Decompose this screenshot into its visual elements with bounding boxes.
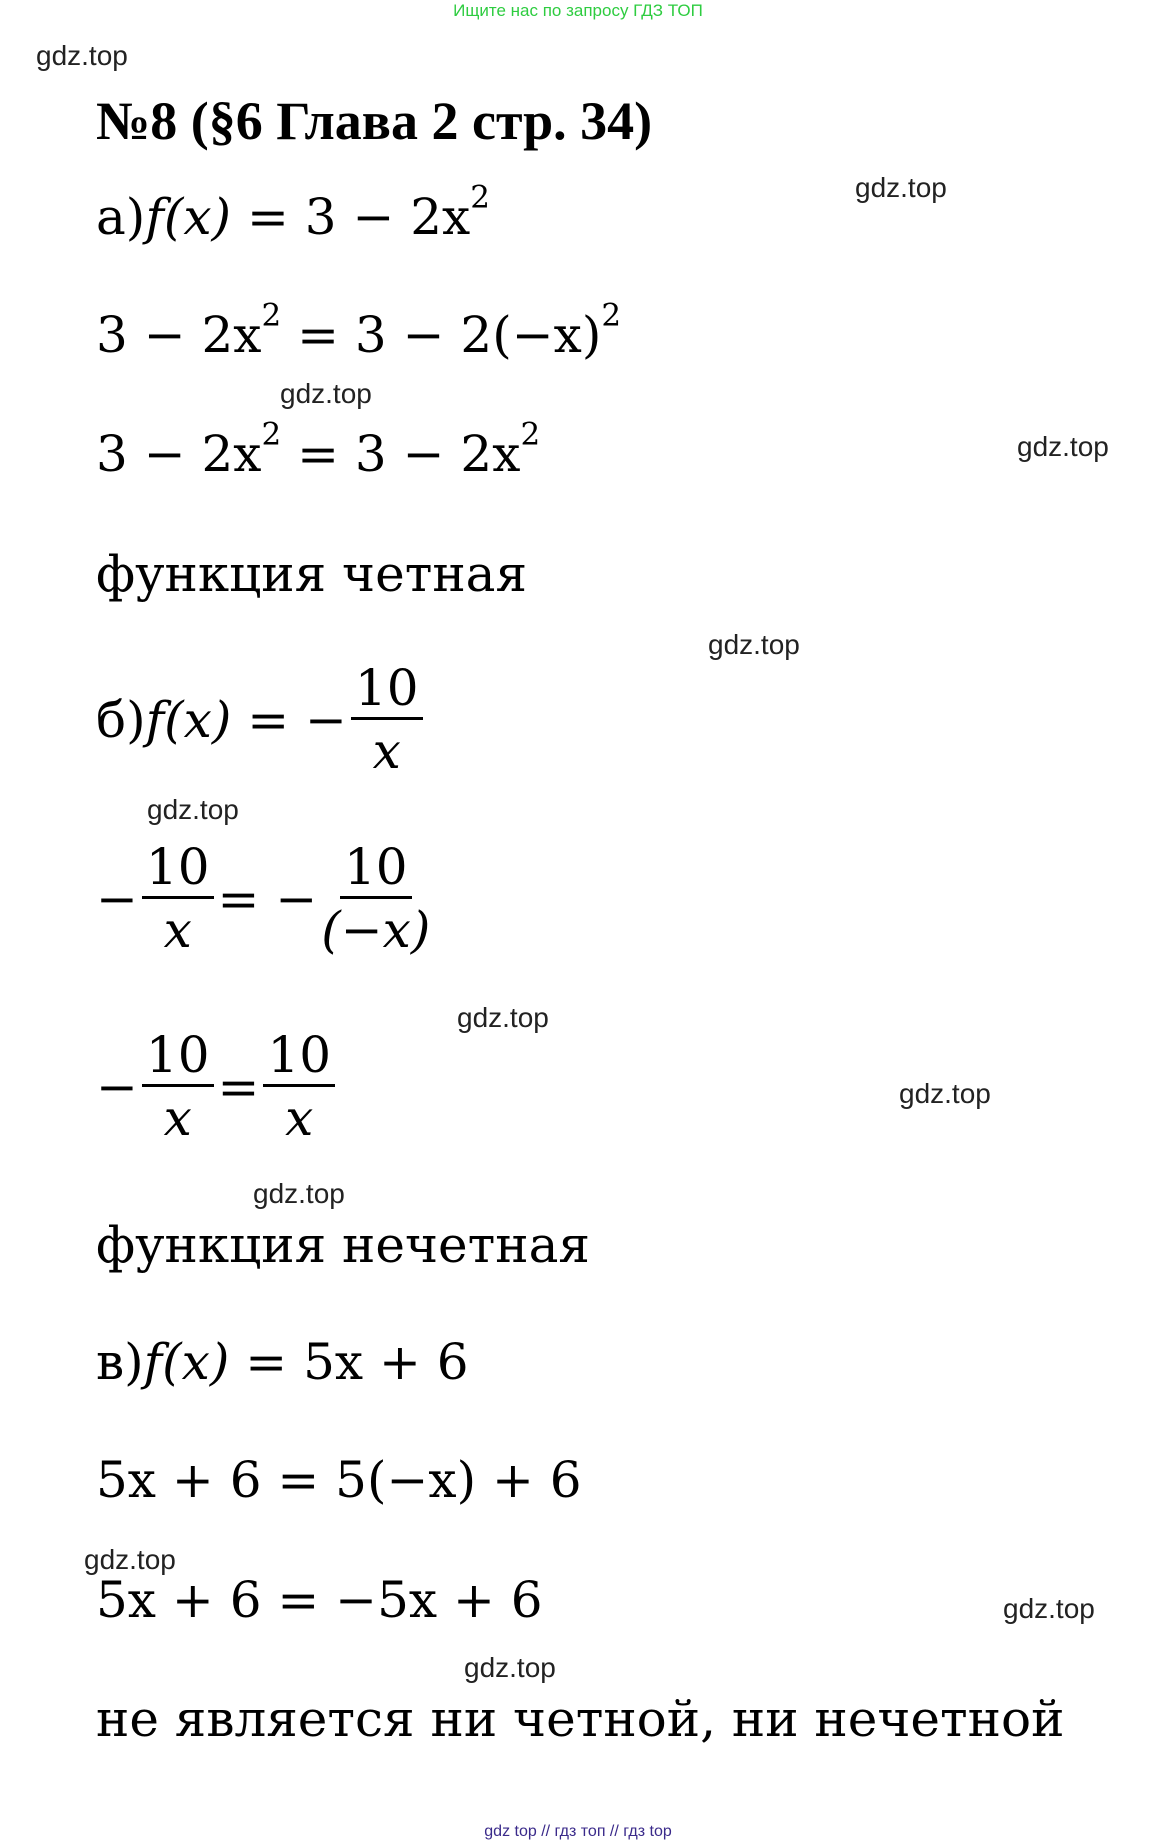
fraction: $\frac{10}{x}$ (142, 1030, 214, 1143)
watermark: gdz.top (855, 172, 947, 203)
fraction: $\frac{10}{x}$ (351, 663, 423, 776)
fraction: $\frac{10}{x}$ (142, 842, 214, 955)
watermark: gdz.top (708, 629, 800, 660)
part-b-step1: − $\frac{10}{x}$ = − $\frac{10}{(-x)}$ (96, 838, 431, 959)
part-c-conclusion: не является ни четной, ни нечетной (96, 1690, 1065, 1748)
part-c-step1: 5x + 6 = 5(−x) + 6 (96, 1451, 582, 1509)
watermark: gdz.top (1017, 431, 1109, 462)
part-c-step2: 5x + 6 = −5x + 6 (96, 1571, 543, 1629)
watermark: gdz.top (280, 378, 372, 409)
part-b-conclusion: функция нечетная (96, 1216, 590, 1274)
part-b-definition: б) f(x) = − $\frac{10}{x}$ (96, 663, 427, 776)
page-title: №8 (§6 Глава 2 стр. 34) (96, 91, 653, 151)
watermark: gdz.top (36, 40, 128, 71)
part-a-conclusion: функция четная (96, 545, 528, 603)
watermark: gdz.top (253, 1178, 345, 1209)
watermark: gdz.top (464, 1652, 556, 1683)
watermark: gdz.top (1003, 1593, 1095, 1624)
part-a-step1: $3 - 2x^2 = 3 - 2(-x)^2$ (96, 297, 622, 364)
footer-links[interactable]: gdz top // гдз топ // гдз top (484, 1823, 672, 1840)
part-a-definition: $а)f(x) = 3 - 2x^2$ (96, 179, 490, 246)
search-banner[interactable]: Ищите нас по запросу ГДЗ ТОП (453, 1, 703, 20)
watermark: gdz.top (147, 794, 239, 825)
fraction: $\frac{10}{x}$ (263, 1030, 335, 1143)
watermark: gdz.top (457, 1002, 549, 1033)
watermark: gdz.top (899, 1078, 991, 1109)
fraction: $\frac{10}{(-x)}$ (321, 838, 431, 959)
part-a-step2: $3 - 2x^2 = 3 - 2x^2$ (96, 416, 541, 483)
part-c-definition: в)f(x) = 5x + 6 (96, 1333, 469, 1391)
watermark: gdz.top (84, 1544, 176, 1575)
part-b-step2: − $\frac{10}{x}$ = $\frac{10}{x}$ (96, 1030, 339, 1143)
